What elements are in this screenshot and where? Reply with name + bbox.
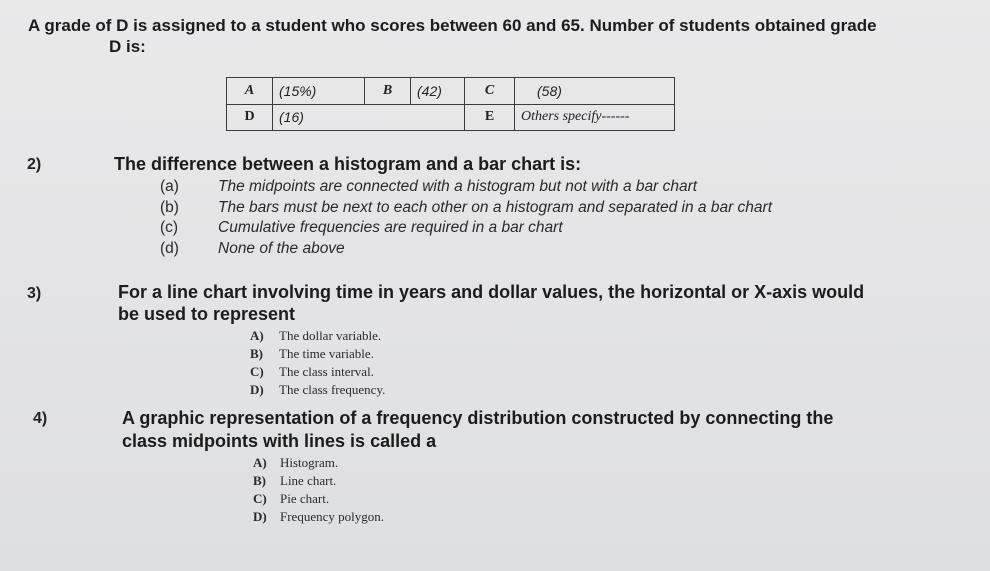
q3-option-text: The time variable. — [279, 346, 374, 361]
grade-value: Others specify------ — [515, 104, 675, 131]
q3-option-text: The class frequency. — [279, 382, 386, 397]
q3-number: 3) — [27, 285, 42, 302]
q2-option-text: Cumulative frequencies are required in a bar chart — [218, 219, 563, 236]
q2-option-letter: (c) — [160, 219, 179, 236]
q2-option-text: The bars must be next to each other on a histogram and separated in a bar chart — [218, 199, 773, 216]
q4-option-letter: D) — [253, 509, 267, 524]
q4-option-text: Pie chart. — [280, 491, 330, 506]
q2-number: 2) — [27, 156, 42, 173]
grade-label: B — [365, 78, 411, 105]
q2-option-letter: (d) — [160, 240, 179, 257]
q4-question-line1: A graphic representation of a frequency distribution constructed by connecting the — [122, 408, 834, 428]
q4-option-text: Line chart. — [280, 473, 337, 488]
grade-table — [226, 77, 675, 131]
q4-number: 4) — [33, 410, 48, 427]
q3-option-text: The dollar variable. — [279, 328, 382, 343]
q3-option-letter: A) — [250, 328, 264, 343]
q3-question-line1: For a line chart involving time in years and dollar values, the horizontal or X-axis would — [118, 282, 865, 302]
grade-label: E — [465, 104, 515, 131]
q3-option-letter: C) — [250, 364, 264, 379]
q4-option-text: Frequency polygon. — [280, 509, 384, 524]
q1-question-line2: D is: — [109, 37, 146, 56]
q4-option-text: Histogram. — [280, 455, 339, 470]
q4-question-line2: class midpoints with lines is called a — [122, 431, 437, 451]
q2-option-letter: (b) — [160, 199, 179, 216]
q3-option-text: The class interval. — [279, 364, 374, 379]
q3-option-letter: D) — [250, 382, 264, 397]
q3-question-line2: be used to represent — [118, 304, 296, 324]
q4-option-letter: B) — [253, 473, 266, 488]
grade-value: (16) — [273, 104, 465, 131]
grade-value: (42) — [411, 78, 465, 105]
grade-value: (58) — [515, 78, 675, 105]
q4-option-letter: C) — [253, 491, 267, 506]
grade-label: A — [227, 78, 273, 105]
grade-table-row — [227, 78, 675, 105]
q2-option-text: None of the above — [218, 240, 345, 257]
q2-option-text: The midpoints are connected with a histogram but not with a bar chart — [218, 178, 698, 195]
grade-label: D — [227, 104, 273, 131]
grade-label: C — [465, 78, 515, 105]
grade-value: (15%) — [273, 78, 365, 105]
q2-option-letter: (a) — [160, 178, 179, 195]
q1-question-line1: A grade of D is assigned to a student who scores between 60 and 65. Number of students obtained grade — [28, 16, 877, 35]
q4-option-letter: A) — [253, 455, 267, 470]
grade-table-row — [227, 104, 675, 131]
q3-option-letter: B) — [250, 346, 263, 361]
q2-question: The difference between a histogram and a bar chart is: — [114, 154, 582, 174]
